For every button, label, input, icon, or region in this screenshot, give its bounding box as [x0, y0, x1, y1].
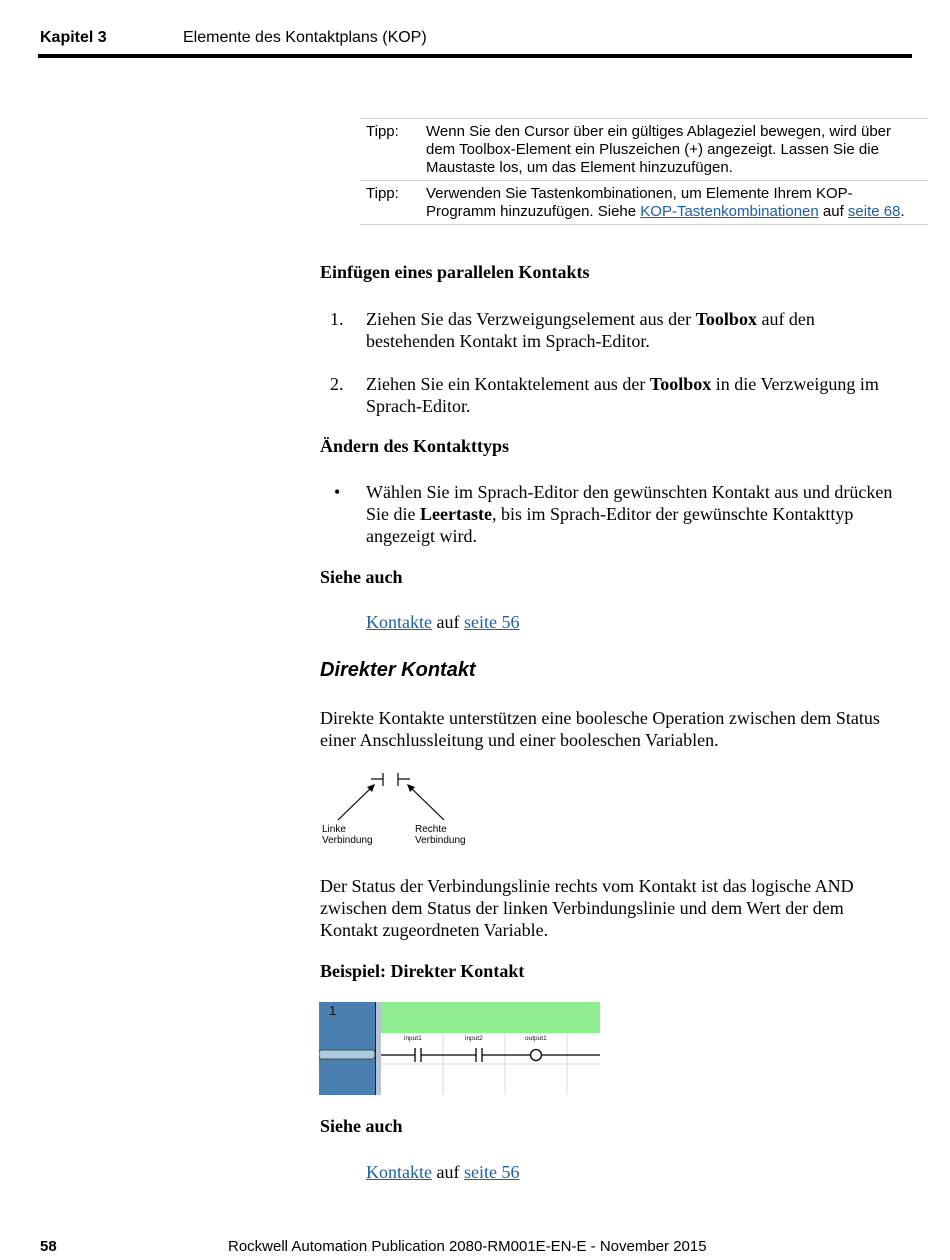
input2-label: input2 [465, 1035, 483, 1042]
page-68-link[interactable]: seite 68 [847, 203, 901, 220]
left-arrow [338, 786, 373, 820]
tip-text [426, 185, 928, 221]
right-label-1: Rechte [415, 824, 447, 835]
output1-label: output1 [525, 1035, 547, 1042]
tip-label: Tipp: [366, 185, 399, 202]
rung-number: 1 [329, 1003, 337, 1018]
ladder-example [319, 1002, 600, 1095]
page-56-link[interactable]: seite 56 [463, 1162, 520, 1182]
bullet-item [330, 481, 900, 547]
page-number: 58 [40, 1238, 57, 1255]
input1-label: input1 [404, 1035, 422, 1042]
step-text: Ziehen Sie das Verzweigungselement aus der Toolbox auf den bestehenden Kontakt im Sprach-Editor. [366, 309, 815, 351]
right-label-2: Verbindung [415, 835, 466, 846]
publication-info: Rockwell Automation Publication 2080-RM001E-EN-E - November 2015 [228, 1238, 707, 1255]
list-item [330, 373, 900, 417]
see-also-line: Kontakte auf seite 56 [366, 1162, 520, 1182]
parallel-heading: Einfügen eines parallelen Kontakts [320, 262, 590, 282]
contact-diagram [318, 768, 478, 850]
left-label-1: Linke [322, 824, 346, 835]
status-paragraph: Der Status der Verbindungslinie rechts vom Kontakt ist das logische AND zwischen dem Status der linken Verbindungslinie und dem Wert der dem Kontakt zugeordneten Variable. [320, 876, 854, 940]
section-intro: Direkte Kontakte unterstützen eine boolesche Operation zwischen dem Status einer Anschlussleitung und einer booleschen Variablen. [320, 708, 880, 750]
tip-text-mid: auf [818, 203, 848, 220]
section-title: Direkter Kontakt [320, 659, 476, 681]
tips-table [360, 118, 928, 225]
tip-text-after: . [900, 203, 905, 220]
left-label-2: Verbindung [322, 835, 373, 846]
header-rule [38, 54, 912, 58]
tip-label: Tipp: [366, 123, 399, 140]
list-item [330, 308, 900, 352]
rung-header [381, 1002, 600, 1033]
see-also-heading: Siehe auch [320, 567, 403, 587]
step-number: 1. [330, 309, 344, 329]
step-number: 2. [330, 374, 344, 394]
rung-selector[interactable] [319, 1050, 375, 1059]
see-also-line: Kontakte auf seite 56 [366, 612, 520, 632]
change-type-heading: Ändern des Kontakttyps [320, 436, 510, 456]
shortcuts-link[interactable]: KOP-Tastenkombinationen [640, 203, 819, 220]
rail-strip [376, 1002, 381, 1095]
bullet-text: Wählen Sie im Sprach-Editor den gewünschten Kontakt aus und drücken Sie die Leertaste, bis im Sprach-Editor der gewünschte Kontakttyp angezeigt wird. [366, 482, 893, 546]
example-heading: Beispiel: Direkter Kontakt [320, 961, 525, 981]
step-text: Ziehen Sie ein Kontaktelement aus der Toolbox in die Verzweigung im Sprach-Editor. [366, 374, 879, 416]
page-56-link[interactable]: seite 56 [463, 612, 520, 632]
bullet: • [334, 482, 341, 502]
contacts-link[interactable]: Kontakte [366, 612, 432, 632]
rung-number-column [319, 1002, 375, 1095]
see-also-heading: Siehe auch [320, 1116, 403, 1136]
chapter-title: Elemente des Kontaktplans (KOP) [183, 29, 427, 46]
tip-text: Wenn Sie den Cursor über ein gültiges Ablageziel bewegen, wird über dem Toolbox-Element ein Pluszeichen (+) angezeigt. Lassen Sie die Maustaste los, um das Element hinzuzufügen. [426, 123, 892, 176]
tip-row [360, 180, 928, 225]
tip-row [360, 118, 928, 180]
right-arrow [409, 786, 444, 820]
tip-text-before: Verwenden Sie Tastenkombinationen, um Elemente Ihrem KOP-Programm hinzuzufügen. Siehe [426, 185, 853, 220]
chapter-label: Kapitel 3 [40, 29, 107, 46]
contacts-link[interactable]: Kontakte [366, 1162, 432, 1182]
